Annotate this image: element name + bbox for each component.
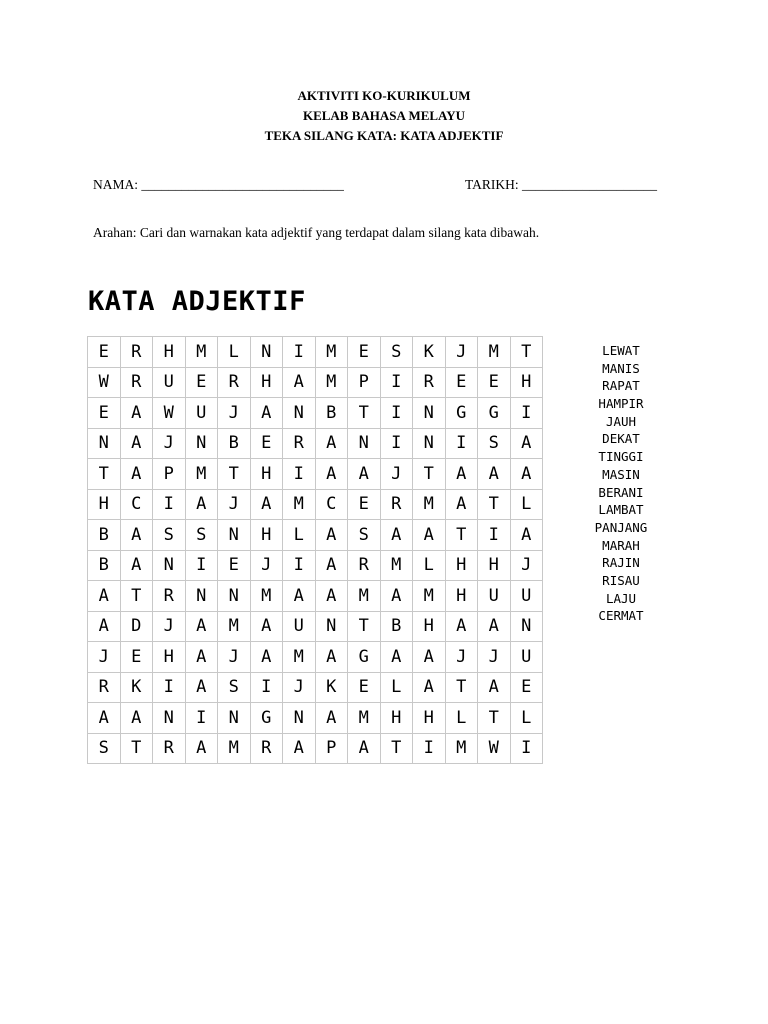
grid-cell[interactable]: E xyxy=(510,672,543,703)
grid-cell[interactable]: J xyxy=(218,642,251,673)
grid-cell[interactable]: A xyxy=(283,733,316,764)
grid-cell[interactable]: B xyxy=(218,428,251,459)
word-list-item: RAJIN xyxy=(602,555,640,571)
grid-row xyxy=(88,489,543,520)
grid-cell[interactable]: R xyxy=(218,367,251,398)
grid-cell[interactable]: U xyxy=(510,642,543,673)
grid-cell[interactable]: B xyxy=(380,611,413,642)
grid-cell[interactable]: R xyxy=(120,337,153,368)
word-list-item: MASIN xyxy=(602,466,640,482)
grid-cell[interactable]: I xyxy=(185,703,218,734)
grid-cell[interactable]: T xyxy=(478,489,511,520)
grid-cell[interactable]: A xyxy=(283,581,316,612)
word-list-item: DEKAT xyxy=(602,431,640,447)
grid-cell[interactable]: E xyxy=(120,642,153,673)
puzzle-title: KATA ADJEKTIF xyxy=(88,286,306,317)
grid-cell[interactable]: I xyxy=(250,672,283,703)
grid-cell[interactable]: I xyxy=(283,337,316,368)
grid-cell[interactable]: N xyxy=(185,581,218,612)
grid-cell[interactable]: N xyxy=(153,550,186,581)
grid-cell[interactable]: B xyxy=(315,398,348,429)
grid-cell[interactable]: A xyxy=(413,520,446,551)
grid-cell[interactable]: A xyxy=(478,672,511,703)
grid-cell[interactable]: I xyxy=(185,550,218,581)
grid-cell[interactable]: S xyxy=(380,337,413,368)
grid-cell[interactable]: L xyxy=(445,703,478,734)
grid-cell[interactable]: N xyxy=(510,611,543,642)
grid-cell[interactable]: A xyxy=(445,489,478,520)
grid-cell[interactable]: L xyxy=(283,520,316,551)
grid-cell[interactable]: T xyxy=(478,703,511,734)
grid-cell[interactable]: R xyxy=(153,733,186,764)
grid-cell[interactable]: N xyxy=(218,520,251,551)
grid-cell[interactable]: M xyxy=(315,367,348,398)
grid-cell[interactable]: A xyxy=(315,581,348,612)
grid-cell[interactable]: A xyxy=(315,703,348,734)
grid-cell[interactable]: A xyxy=(478,459,511,490)
grid-cell[interactable]: G xyxy=(348,642,381,673)
grid-cell[interactable]: H xyxy=(413,611,446,642)
grid-cell[interactable]: A xyxy=(88,703,121,734)
grid-cell[interactable]: N xyxy=(413,398,446,429)
grid-cell[interactable]: I xyxy=(283,550,316,581)
grid-cell[interactable]: C xyxy=(120,489,153,520)
grid-cell[interactable]: A xyxy=(380,642,413,673)
grid-cell[interactable]: I xyxy=(153,672,186,703)
grid-cell[interactable]: R xyxy=(153,581,186,612)
grid-cell[interactable]: S xyxy=(478,428,511,459)
grid-cell[interactable]: I xyxy=(510,398,543,429)
grid-row xyxy=(88,337,543,368)
grid-cell[interactable]: A xyxy=(88,611,121,642)
grid-cell[interactable]: E xyxy=(250,428,283,459)
grid-cell[interactable]: S xyxy=(153,520,186,551)
word-list-item: HAMPIR xyxy=(598,396,644,412)
grid-cell[interactable]: R xyxy=(250,733,283,764)
grid-cell[interactable]: I xyxy=(445,428,478,459)
grid-cell[interactable]: T xyxy=(445,672,478,703)
grid-cell[interactable]: S xyxy=(88,733,121,764)
word-list-item: RISAU xyxy=(602,572,640,588)
grid-cell[interactable]: E xyxy=(478,367,511,398)
grid-cell[interactable]: N xyxy=(153,703,186,734)
grid-cell[interactable]: A xyxy=(348,733,381,764)
grid-cell[interactable]: S xyxy=(348,520,381,551)
grid-cell[interactable]: I xyxy=(510,733,543,764)
grid-cell[interactable]: G xyxy=(478,398,511,429)
grid-cell[interactable]: A xyxy=(445,459,478,490)
grid-cell[interactable]: H xyxy=(510,367,543,398)
grid-cell[interactable]: A xyxy=(348,459,381,490)
grid-cell[interactable]: L xyxy=(510,489,543,520)
grid-cell[interactable]: L xyxy=(510,703,543,734)
grid-cell[interactable]: A xyxy=(250,398,283,429)
grid-row xyxy=(88,520,543,551)
grid-cell[interactable]: N xyxy=(185,428,218,459)
grid-row xyxy=(88,459,543,490)
word-list-item: CERMAT xyxy=(598,608,644,624)
grid-cell[interactable]: I xyxy=(153,489,186,520)
grid-cell[interactable]: A xyxy=(380,520,413,551)
grid-cell[interactable]: A xyxy=(510,459,543,490)
grid-cell[interactable]: I xyxy=(413,733,446,764)
grid-cell[interactable]: U xyxy=(510,581,543,612)
grid-cell[interactable]: P xyxy=(153,459,186,490)
grid-cell[interactable]: C xyxy=(315,489,348,520)
grid-cell[interactable]: J xyxy=(283,672,316,703)
word-list-item: MARAH xyxy=(602,537,640,553)
grid-cell[interactable]: A xyxy=(413,672,446,703)
grid-cell[interactable]: J xyxy=(510,550,543,581)
grid-cell[interactable]: A xyxy=(120,459,153,490)
grid-cell[interactable]: J xyxy=(153,428,186,459)
grid-cell[interactable]: E xyxy=(445,367,478,398)
grid-cell[interactable]: P xyxy=(315,733,348,764)
grid-cell[interactable]: A xyxy=(88,581,121,612)
grid-cell[interactable]: M xyxy=(185,337,218,368)
grid-cell[interactable]: N xyxy=(250,337,283,368)
grid-cell[interactable]: A xyxy=(510,428,543,459)
grid-cell[interactable]: A xyxy=(250,642,283,673)
grid-row xyxy=(88,550,543,581)
word-search-grid xyxy=(87,336,543,764)
grid-cell[interactable]: A xyxy=(315,550,348,581)
grid-cell[interactable]: J xyxy=(478,642,511,673)
word-list-item: BERANI xyxy=(598,484,644,500)
grid-cell[interactable]: T xyxy=(510,337,543,368)
grid-cell[interactable]: J xyxy=(445,337,478,368)
grid-row xyxy=(88,703,543,734)
grid-cell[interactable]: A xyxy=(120,703,153,734)
grid-cell[interactable]: N xyxy=(315,611,348,642)
instruction-text: Arahan: Cari dan warnakan kata adjektif yang terdapat dalam silang kata dibawah. xyxy=(93,225,540,240)
grid-cell[interactable]: A xyxy=(185,733,218,764)
grid-cell[interactable]: A xyxy=(315,459,348,490)
grid-cell[interactable]: A xyxy=(250,489,283,520)
grid-row xyxy=(88,581,543,612)
grid-cell[interactable]: M xyxy=(218,611,251,642)
grid-cell[interactable]: M xyxy=(478,337,511,368)
header-activity: AKTIVITI KO-KURIKULUM xyxy=(297,88,471,103)
grid-cell[interactable]: M xyxy=(218,733,251,764)
grid-cell[interactable]: R xyxy=(88,672,121,703)
grid-cell[interactable]: J xyxy=(380,459,413,490)
grid-cell[interactable]: W xyxy=(88,367,121,398)
grid-cell[interactable]: I xyxy=(283,459,316,490)
grid-cell[interactable]: W xyxy=(478,733,511,764)
grid-cell[interactable]: U xyxy=(185,398,218,429)
grid-cell[interactable]: A xyxy=(315,428,348,459)
grid-cell[interactable]: M xyxy=(185,459,218,490)
grid-cell[interactable]: K xyxy=(120,672,153,703)
grid-cell[interactable]: A xyxy=(510,520,543,551)
grid-cell[interactable]: E xyxy=(88,337,121,368)
word-list-item: RAPAT xyxy=(602,378,640,394)
grid-cell[interactable]: M xyxy=(348,703,381,734)
grid-cell[interactable]: M xyxy=(348,581,381,612)
word-list-item: MANIS xyxy=(602,360,640,376)
grid-cell[interactable]: E xyxy=(218,550,251,581)
name-field: NAMA: ______________________________ xyxy=(93,177,344,192)
grid-cell[interactable]: H xyxy=(445,550,478,581)
grid-cell[interactable]: T xyxy=(88,459,121,490)
grid-cell[interactable]: M xyxy=(283,642,316,673)
grid-row xyxy=(88,428,543,459)
grid-cell[interactable]: M xyxy=(315,337,348,368)
grid-cell[interactable]: S xyxy=(185,520,218,551)
grid-cell[interactable]: J xyxy=(88,642,121,673)
word-list-item: PANJANG xyxy=(594,519,648,535)
grid-cell[interactable]: M xyxy=(283,489,316,520)
grid-cell[interactable]: U xyxy=(478,581,511,612)
grid-cell[interactable]: E xyxy=(348,672,381,703)
grid-cell[interactable]: L xyxy=(218,337,251,368)
grid-cell[interactable]: E xyxy=(88,398,121,429)
grid-cell[interactable]: N xyxy=(283,703,316,734)
grid-cell[interactable]: T xyxy=(218,459,251,490)
grid-cell[interactable]: N xyxy=(348,428,381,459)
grid-cell[interactable]: A xyxy=(185,611,218,642)
grid-cell[interactable]: H xyxy=(250,520,283,551)
grid-cell[interactable]: P xyxy=(348,367,381,398)
grid-row xyxy=(88,398,543,429)
grid-cell[interactable]: B xyxy=(88,550,121,581)
grid-cell[interactable]: I xyxy=(478,520,511,551)
grid-cell[interactable]: T xyxy=(120,581,153,612)
grid-cell[interactable]: A xyxy=(413,642,446,673)
grid-row xyxy=(88,642,543,673)
grid-cell[interactable]: I xyxy=(380,398,413,429)
date-field: TARIKH: ____________________ xyxy=(465,177,658,192)
grid-cell[interactable]: H xyxy=(88,489,121,520)
header-puzzle-topic: TEKA SILANG KATA: KATA ADJEKTIF xyxy=(264,128,504,143)
word-list-item: LAJU xyxy=(605,590,637,606)
grid-cell[interactable]: R xyxy=(120,367,153,398)
grid-cell[interactable]: R xyxy=(348,550,381,581)
grid-cell[interactable]: H xyxy=(250,459,283,490)
grid-cell[interactable]: J xyxy=(153,611,186,642)
grid-cell[interactable]: R xyxy=(283,428,316,459)
grid-cell[interactable]: J xyxy=(445,642,478,673)
grid-cell[interactable]: A xyxy=(185,672,218,703)
grid-cell[interactable]: U xyxy=(283,611,316,642)
grid-cell[interactable]: A xyxy=(185,642,218,673)
grid-cell[interactable]: A xyxy=(315,642,348,673)
grid-cell[interactable]: R xyxy=(413,367,446,398)
grid-cell[interactable]: H xyxy=(380,703,413,734)
grid-cell[interactable]: L xyxy=(380,672,413,703)
grid-cell[interactable]: A xyxy=(185,489,218,520)
word-list-item: LAMBAT xyxy=(598,502,644,518)
grid-cell[interactable]: A xyxy=(250,611,283,642)
grid-cell[interactable]: A xyxy=(120,398,153,429)
grid-cell[interactable]: A xyxy=(315,520,348,551)
grid-row xyxy=(88,672,543,703)
grid-cell[interactable]: H xyxy=(478,550,511,581)
grid-cell[interactable]: M xyxy=(380,550,413,581)
grid-cell[interactable]: E xyxy=(348,337,381,368)
grid-cell[interactable]: H xyxy=(445,581,478,612)
grid-cell[interactable]: M xyxy=(250,581,283,612)
grid-cell[interactable]: T xyxy=(413,459,446,490)
word-list-item: LEWAT xyxy=(602,343,640,358)
word-list xyxy=(585,342,657,625)
grid-cell[interactable]: D xyxy=(120,611,153,642)
grid-cell[interactable]: K xyxy=(315,672,348,703)
grid-cell[interactable]: N xyxy=(218,581,251,612)
grid-cell[interactable]: N xyxy=(218,703,251,734)
grid-cell[interactable]: W xyxy=(153,398,186,429)
grid-cell[interactable]: G xyxy=(445,398,478,429)
grid-cell[interactable]: N xyxy=(283,398,316,429)
worksheet-header xyxy=(0,86,768,146)
grid-cell[interactable]: T xyxy=(348,611,381,642)
grid-cell[interactable]: L xyxy=(413,550,446,581)
grid-cell[interactable]: A xyxy=(478,611,511,642)
grid-cell[interactable]: I xyxy=(380,367,413,398)
grid-cell[interactable]: T xyxy=(445,520,478,551)
grid-cell[interactable]: T xyxy=(120,733,153,764)
grid-cell[interactable]: A xyxy=(120,550,153,581)
grid-cell[interactable]: J xyxy=(218,398,251,429)
grid-cell[interactable]: G xyxy=(250,703,283,734)
grid-cell[interactable]: E xyxy=(348,489,381,520)
grid-cell[interactable]: T xyxy=(380,733,413,764)
grid-cell[interactable]: E xyxy=(185,367,218,398)
grid-cell[interactable]: H xyxy=(153,337,186,368)
grid-cell[interactable]: A xyxy=(120,520,153,551)
grid-cell[interactable]: H xyxy=(250,367,283,398)
grid-cell[interactable]: H xyxy=(413,703,446,734)
grid-cell[interactable]: K xyxy=(413,337,446,368)
grid-cell[interactable]: U xyxy=(153,367,186,398)
grid-cell[interactable]: M xyxy=(445,733,478,764)
grid-cell[interactable]: J xyxy=(218,489,251,520)
word-list-item: TINGGI xyxy=(598,449,644,465)
grid-row xyxy=(88,611,543,642)
grid-cell[interactable]: T xyxy=(348,398,381,429)
grid-cell[interactable]: A xyxy=(380,581,413,612)
grid-cell[interactable]: A xyxy=(120,428,153,459)
grid-cell[interactable]: A xyxy=(445,611,478,642)
word-list-item: JAUH xyxy=(605,413,637,429)
grid-cell[interactable]: M xyxy=(413,489,446,520)
grid-cell[interactable]: M xyxy=(413,581,446,612)
grid-cell[interactable]: J xyxy=(250,550,283,581)
grid-cell[interactable]: A xyxy=(283,367,316,398)
grid-cell[interactable]: N xyxy=(88,428,121,459)
grid-cell[interactable]: S xyxy=(218,672,251,703)
grid-cell[interactable]: R xyxy=(380,489,413,520)
grid-cell[interactable]: B xyxy=(88,520,121,551)
grid-row xyxy=(88,733,543,764)
grid-row xyxy=(88,367,543,398)
grid-cell[interactable]: N xyxy=(413,428,446,459)
header-club: KELAB BAHASA MELAYU xyxy=(302,108,466,123)
grid-cell[interactable]: I xyxy=(380,428,413,459)
grid-cell[interactable]: H xyxy=(153,642,186,673)
